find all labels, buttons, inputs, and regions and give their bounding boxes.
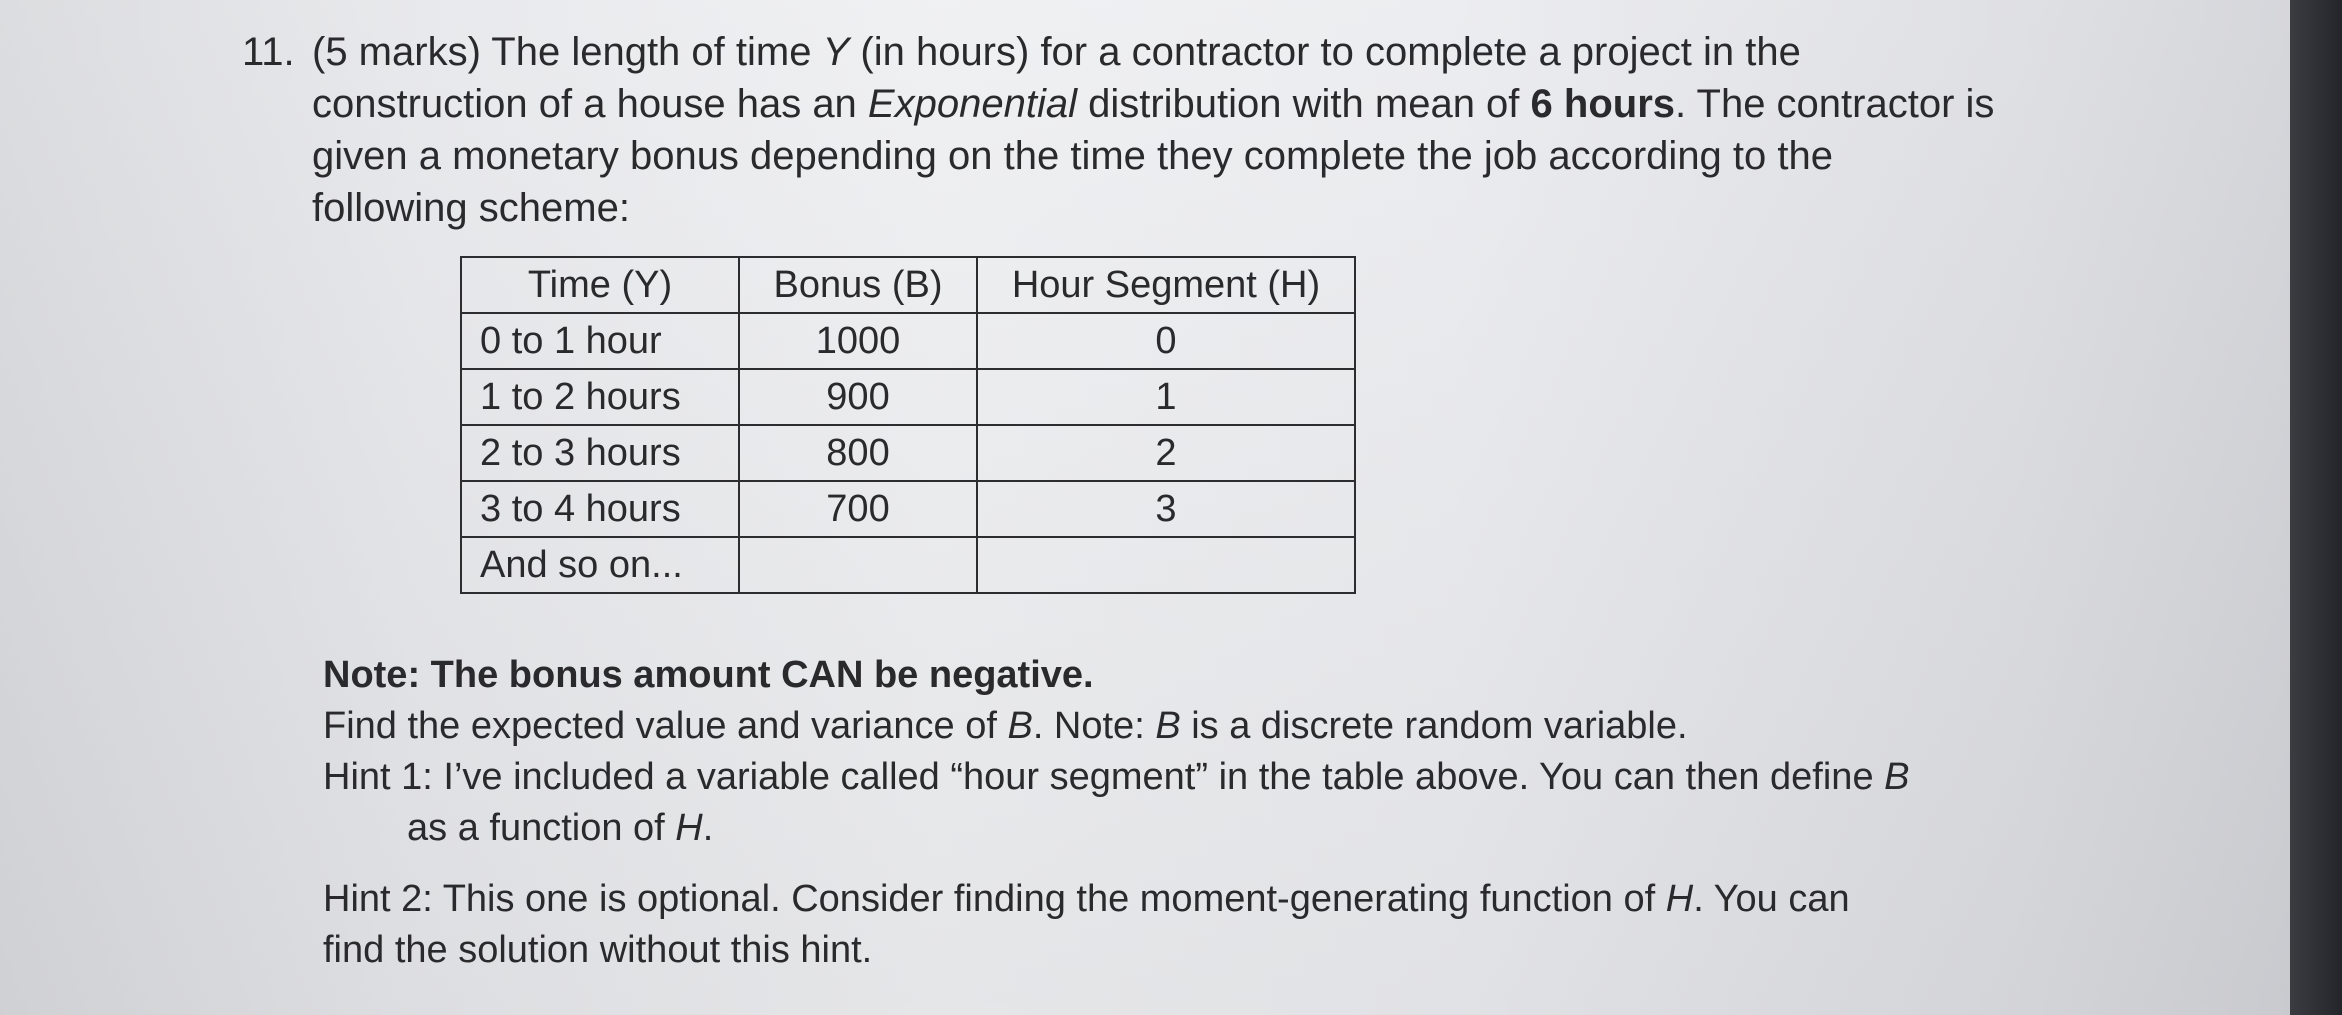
question-line-1 bbox=[312, 26, 2112, 78]
bonus-table bbox=[460, 256, 1356, 594]
variable-b: B bbox=[1007, 705, 1033, 747]
notes-section bbox=[323, 650, 2123, 976]
cell-hour-segment: 0 bbox=[977, 313, 1355, 369]
question-line-2-pre: construction of a house has an bbox=[312, 82, 868, 126]
header-bonus: Bonus (B) bbox=[739, 257, 977, 313]
hint-1-line-1 bbox=[323, 752, 2123, 803]
hint-1-l2-post: . bbox=[702, 807, 714, 849]
variable-b: B bbox=[1884, 756, 1910, 798]
table-header-row bbox=[461, 257, 1355, 313]
mean-value: 6 hours bbox=[1530, 82, 1676, 126]
variable-h: H bbox=[1665, 878, 1694, 920]
cell-time: 1 to 2 hours bbox=[461, 369, 739, 425]
cell-bonus: 700 bbox=[739, 481, 977, 537]
table-row bbox=[461, 481, 1355, 537]
question-line-4: following scheme: bbox=[312, 186, 630, 230]
find-instruction bbox=[323, 701, 2123, 752]
hint-1-pre: Hint 1: I’ve included a variable called “hour segment” in the table above. You can then define bbox=[323, 756, 1885, 798]
cell-bonus: 1000 bbox=[739, 313, 977, 369]
note-negative-bonus: Note: The bonus amount CAN be negative. bbox=[323, 654, 1094, 696]
question-marks: (5 marks) bbox=[312, 30, 481, 74]
question-text bbox=[312, 26, 2112, 234]
question-line-3: given a monetary bonus depending on the time they complete the job according to the bbox=[312, 134, 1833, 178]
dark-edge bbox=[2290, 0, 2342, 1015]
question-number: 11. bbox=[242, 30, 295, 74]
cell-time: 0 to 1 hour bbox=[461, 313, 739, 369]
cell-bonus: 900 bbox=[739, 369, 977, 425]
cell-time: 2 to 3 hours bbox=[461, 425, 739, 481]
hint-2-line-1 bbox=[323, 874, 2123, 925]
cell-hour-segment bbox=[977, 537, 1355, 593]
distribution-name: Exponential bbox=[867, 82, 1077, 126]
cell-bonus bbox=[739, 537, 977, 593]
cell-time: 3 to 4 hours bbox=[461, 481, 739, 537]
cell-hour-segment: 3 bbox=[977, 481, 1355, 537]
hint-1-line-2 bbox=[323, 803, 2123, 854]
table-row bbox=[461, 313, 1355, 369]
question-line-1-rest: (in hours) for a contractor to complete a project in the bbox=[849, 30, 1801, 74]
find-pre: Find the expected value and variance of bbox=[323, 705, 1008, 747]
hint-2-post: . You can bbox=[1693, 878, 1850, 920]
cell-hour-segment: 1 bbox=[977, 369, 1355, 425]
question-line-2-post: . The contractor is bbox=[1675, 82, 1995, 126]
variable-y: Y bbox=[822, 30, 850, 74]
table-row bbox=[461, 369, 1355, 425]
hint-2-line-2: find the solution without this hint. bbox=[323, 929, 873, 971]
find-post: is a discrete random variable. bbox=[1180, 705, 1688, 747]
question-line-1-text: The length of time bbox=[480, 30, 823, 74]
variable-b: B bbox=[1155, 705, 1181, 747]
header-hour-segment: Hour Segment (H) bbox=[977, 257, 1355, 313]
table-row bbox=[461, 425, 1355, 481]
question-line-2-mid: distribution with mean of bbox=[1076, 82, 1531, 126]
hint-1-l2-pre: as a function of bbox=[407, 807, 676, 849]
table-row bbox=[461, 537, 1355, 593]
cell-bonus: 800 bbox=[739, 425, 977, 481]
header-time: Time (Y) bbox=[461, 257, 739, 313]
hint-2-pre: Hint 2: This one is optional. Consider finding the moment-generating function of bbox=[323, 878, 1666, 920]
find-mid: . Note: bbox=[1032, 705, 1156, 747]
question-line-2 bbox=[312, 78, 2112, 130]
cell-hour-segment: 2 bbox=[977, 425, 1355, 481]
variable-h: H bbox=[675, 807, 703, 849]
cell-time: And so on... bbox=[461, 537, 739, 593]
